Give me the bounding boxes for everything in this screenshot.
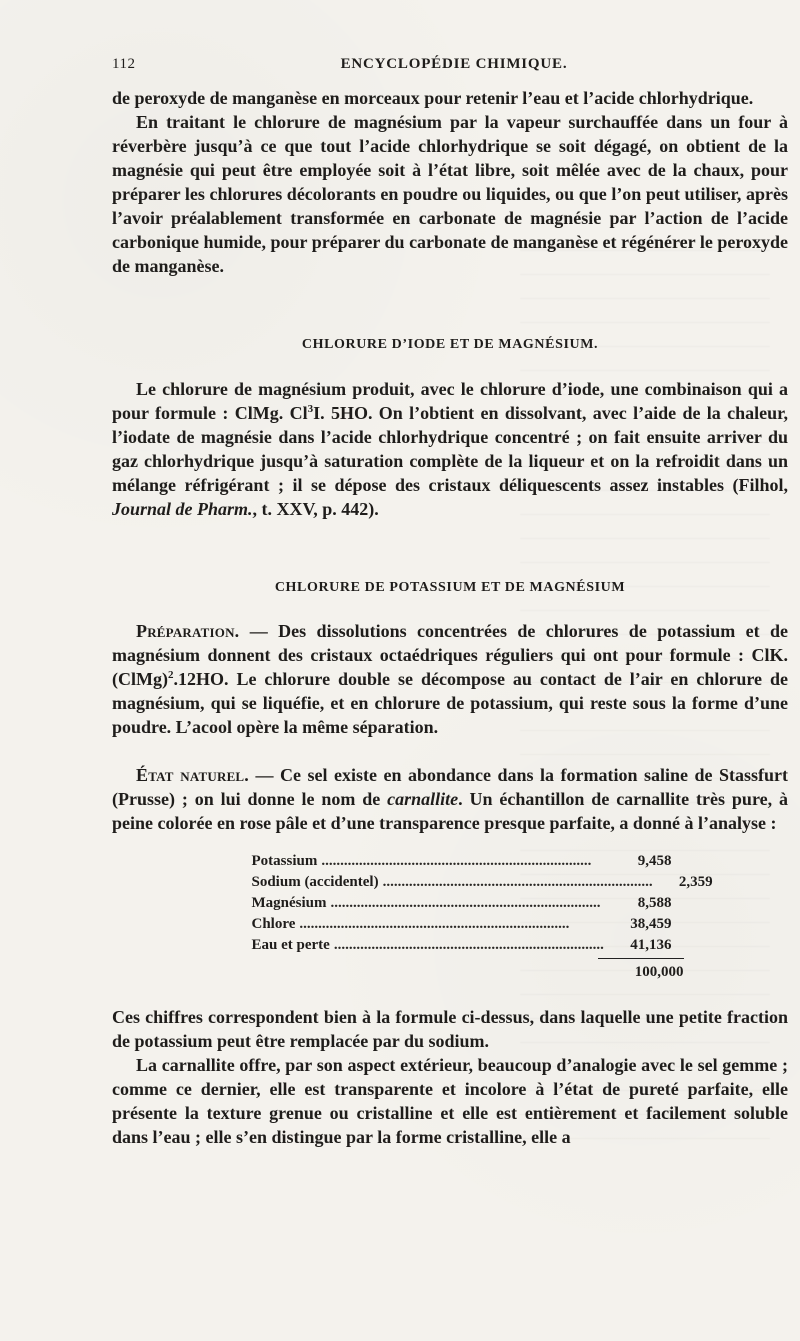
section-heading-iodine: CHLORURE D’IODE ET DE MAGNÉSIUM. <box>301 337 599 352</box>
analysis-table <box>229 851 713 983</box>
natural-state-text-b: . Un échantillon de carnallite très pure, à peine colorée en rose pâle et d’une transparence presque parfaite, a donné à l’analyse : <box>112 789 788 833</box>
total-rule <box>598 958 684 959</box>
page-content <box>112 86 788 1149</box>
natural-state-text-a: — Ce sel existe en abondance dans la formation saline de Stassfurt (Prusse) ; on lui donne le nom de <box>112 765 788 809</box>
analysis-value: 9,458 <box>637 853 672 869</box>
analysis-value: 2,359 <box>678 874 713 890</box>
analysis-label: Sodium (accidentel) <box>251 874 379 890</box>
analysis-total: 100,000 <box>634 964 684 980</box>
analysis-label: Eau et perte <box>251 937 330 953</box>
analysis-row <box>252 893 672 914</box>
paragraph-preparation <box>112 619 788 739</box>
leader-dots: ........................................................................ <box>333 937 604 953</box>
natural-state-lead: État naturel. <box>136 765 250 785</box>
paragraph-natural-state <box>112 763 788 835</box>
analysis-label: Magnésium <box>251 895 327 911</box>
analysis-total-row <box>252 962 684 983</box>
preparation-text-b: .12HO. Le chlorure double se décompose au contact de l’air en chlorure de magnésium, qui se liquéfie, et en chlorure de potassium, qui reste sous la forme d’une poudre. L’acool opère la même séparation. <box>112 669 788 737</box>
paragraph-carnallite-description: La carnallite offre, par son aspect extérieur, beaucoup d’analogie avec le sel gemme ; comme ce dernier, elle est transparente et incolore à l’état de pureté parfaite, elle présente la texture grenue ou cristalline et elle est entièrement et facilement soluble dans l’eau ; elle s’en distingue par la forme cristalline, elle a <box>112 1055 788 1147</box>
analysis-row <box>251 872 713 893</box>
paragraph-iodine-chloride-part-c: , t. XXV, p. 442). <box>252 499 379 519</box>
page-number: 112 <box>112 56 136 72</box>
superscript-3: 3 <box>307 403 314 415</box>
analysis-row <box>252 851 672 872</box>
analysis-label: Chlore <box>251 916 296 932</box>
analysis-row <box>252 935 672 956</box>
analysis-value: 8,588 <box>637 895 672 911</box>
carnallite-term: carnallite <box>387 789 459 809</box>
superscript-2: 2 <box>167 669 174 681</box>
leader-dots: ........................................................................ <box>382 874 653 890</box>
paragraph-intro: de peroxyde de manganèse en morceaux pour retenir l’eau et l’acide chlorhydrique. <box>112 88 754 108</box>
paragraph-iodine-chloride <box>112 377 788 521</box>
analysis-row <box>252 914 672 935</box>
leader-dots: ........................................................................ <box>321 853 592 869</box>
leader-dots: ........................................................................ <box>330 895 601 911</box>
preparation-text-a: — Des dissolutions concentrées de chlorures de potassium et de magnésium donnent des cristaux octaédriques réguliers qui ont pour formule : ClK.(ClMg) <box>112 621 788 689</box>
preparation-lead: Préparation. <box>136 621 240 641</box>
analysis-value: 38,459 <box>630 916 672 932</box>
analysis-label: Potassium <box>251 853 318 869</box>
analysis-value: 41,136 <box>630 937 672 953</box>
paragraph-iodine-chloride-part-b: I. 5HO. On l’obtient en dissolvant, avec l’aide de la chaleur, l’iodate de magnésie dans l’acide chlorhydrique concentré ; on fait ensuite arriver du gaz chlorhydrique jusqu’à saturation complète de la liqueur et on la refroidit dans un mélange réfrigérant ; il se dépose des cristaux déliquescents assez instables (Filhol, <box>112 403 788 495</box>
running-title: ENCYCLOPÉDIE CHIMIQUE. <box>340 56 568 72</box>
paragraph-formula-correspondence: Ces chiffres correspondent bien à la formule ci-dessus, dans laquelle une petite fraction de potassium peut être remplacée par du sodium. <box>112 1007 788 1051</box>
leader-dots: ........................................................................ <box>299 916 570 932</box>
paragraph-magnesia: En traitant le chlorure de magnésium par la vapeur surchauffée dans un four à réverbère jusqu’à ce que tout l’acide chlorhydrique se soit dégagé, on obtient de la magnésie qui peut être employée soit à l’état libre, soit mêlée avec de la chaux, pour préparer les chlorures décolorants en poudre ou liquides, ou que l’on peut utiliser, après l’avoir préalablement transformée en carbonate de magnésie par l’action de l’acide carbonique humide, pour préparer du carbonate de manganèse et régénérer le peroxyde de manganèse. <box>112 112 788 276</box>
page-header <box>112 56 788 78</box>
paragraph-iodine-chloride-part-a: Le chlorure de magnésium produit, avec le chlorure d’iode, une combinaison qui a pour formule : ClMg. Cl <box>112 379 788 423</box>
section-heading-potassium: CHLORURE DE POTASSIUM ET DE MAGNÉSIUM <box>274 580 626 595</box>
journal-title: Journal de Pharm. <box>112 499 253 519</box>
